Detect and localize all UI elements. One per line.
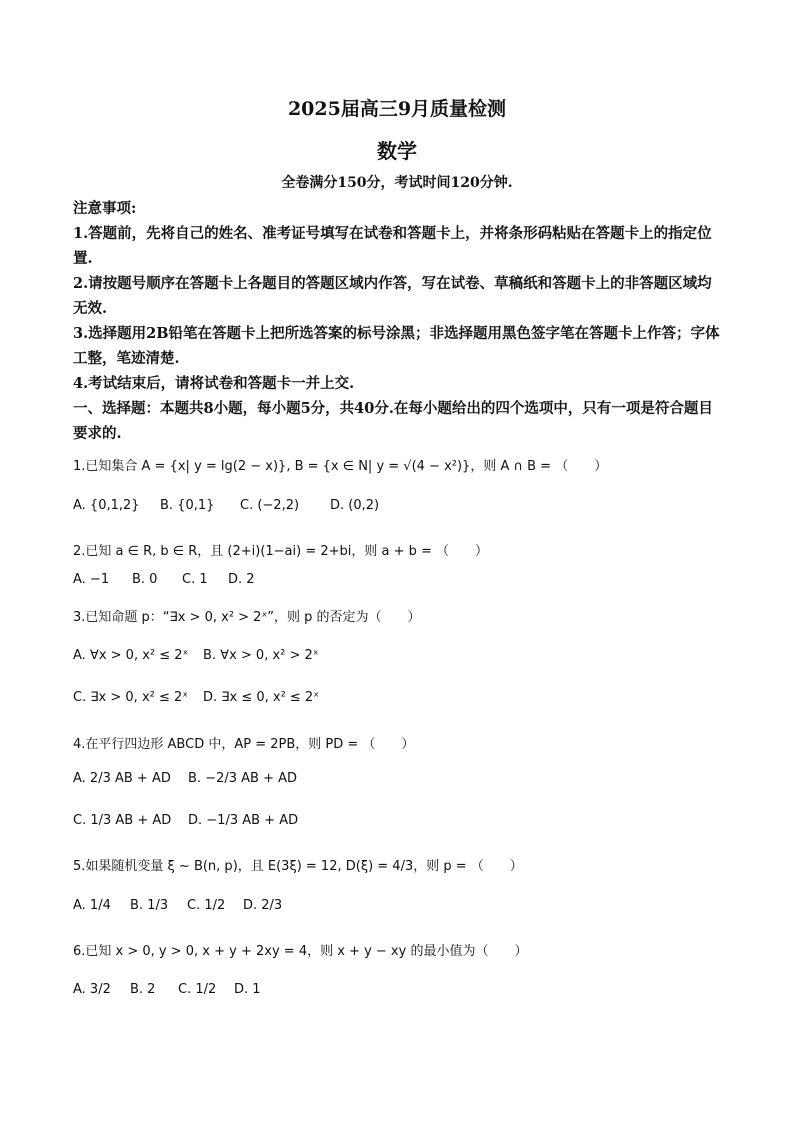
question-3-option-c: C. ∃x > 0, x² ≤ 2ˣ: [73, 690, 189, 705]
question-2-option-d: D. 2: [228, 572, 255, 587]
notice-item-2: 2.请按题号顺序在答题卡上各题目的答题区域内作答，写在试卷、草稿纸和答题卡上的非答题区域均无效.: [73, 275, 712, 317]
question-4-stem: 4.在平行四边形 ABCD 中，AP = 2PB，则 PD = （ ）: [73, 737, 415, 752]
question-4-option-a: A. 2/3 AB + AD: [73, 771, 171, 786]
question-6-option-a: A. 3/2: [73, 982, 111, 997]
notice-item-3: 3.选择题用2B铅笔在答题卡上把所选答案的标号涂黑；非选择题用黑色签字笔在答题卡上作答；字体工整，笔迹清楚.: [73, 325, 720, 367]
notice-block: [73, 196, 723, 396]
exam-title: 2025届高三9月质量检测: [287, 98, 507, 120]
question-6-option-b: B. 2: [130, 982, 156, 997]
question-3-option-b: B. ∀x > 0, x² > 2ˣ: [203, 648, 319, 663]
question-6-stem: 6.已知 x > 0, y > 0, x + y + 2xy = 4，则 x + y − xy 的最小值为（ ）: [73, 944, 528, 959]
question-3-option-d: D. ∃x ≤ 0, x² ≤ 2ˣ: [203, 690, 319, 705]
question-5-option-b: B. 1/3: [130, 898, 169, 913]
question-3-stem: 3.已知命题 p：“∃x > 0, x² > 2ˣ”，则 p 的否定为（ ）: [73, 610, 421, 625]
question-1-option-b: B. {0,1}: [160, 498, 215, 513]
notice-item-1: 1.答题前，先将自己的姓名、准考证号填写在试卷和答题卡上，并将条形码粘贴在答题卡上的指定位置.: [73, 225, 712, 267]
exam-info: 全卷满分150分，考试时间120分钟.: [281, 175, 513, 191]
question-4-option-d: D. −1/3 AB + AD: [188, 813, 299, 828]
question-2-option-b: B. 0: [132, 572, 158, 587]
question-1-option-d: D. (0,2): [330, 498, 380, 513]
section-1-heading: 一、选择题：本题共8小题，每小题5分，共40分.在每小题给出的四个选项中，只有一项是符合题目要求的.: [73, 400, 713, 442]
question-3-option-a: A. ∀x > 0, x² ≤ 2ˣ: [73, 648, 189, 663]
question-1-option-c: C. (−2,2): [240, 498, 300, 513]
question-1-stem: 1.已知集合 A = {x| y = lg(2 − x)}, B = {x ∈ N| y = √(4 − x²)}，则 A ∩ B = （ ）: [73, 459, 608, 474]
question-5-option-c: C. 1/2: [187, 898, 226, 913]
question-6-option-c: C. 1/2: [178, 982, 217, 997]
question-5-option-d: D. 2/3: [243, 898, 283, 913]
notice-heading: 注意事项:: [73, 200, 137, 217]
question-1-option-a: A. {0,1,2}: [73, 498, 140, 513]
question-2-option-c: C. 1: [182, 572, 208, 587]
question-2-option-a: A. −1: [73, 572, 110, 587]
question-4-option-c: C. 1/3 AB + AD: [73, 813, 172, 828]
question-5-stem: 5.如果随机变量 ξ ~ B(n, p)，且 E(3ξ) = 12, D(ξ) = 4/3，则 p = （ ）: [73, 859, 523, 874]
question-2-stem: 2.已知 a ∈ R, b ∈ R，且 (2+i)(1−ai) = 2+bi，则 a + b = （ ）: [73, 544, 489, 559]
subject-title: 数学: [377, 139, 417, 163]
notice-item-4: 4.考试结束后，请将试卷和答题卡一并上交.: [73, 375, 355, 392]
question-4-option-b: B. −2/3 AB + AD: [188, 771, 298, 786]
question-5-option-a: A. 1/4: [73, 898, 111, 913]
question-6-option-d: D. 1: [234, 982, 261, 997]
